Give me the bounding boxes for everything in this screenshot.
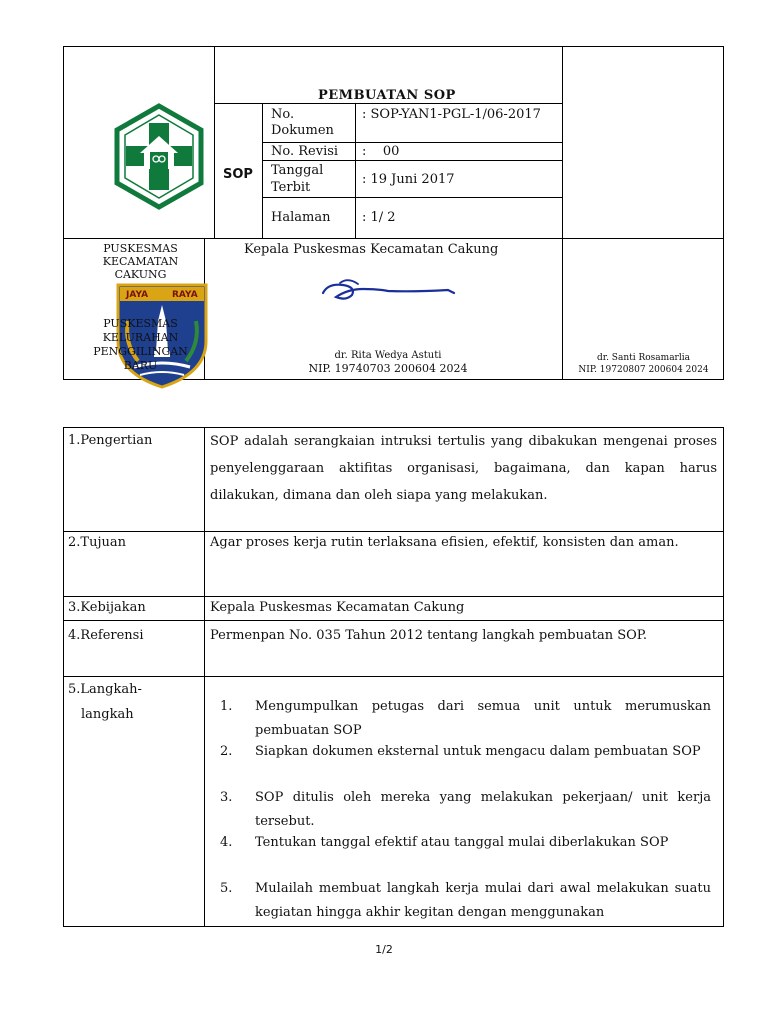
field-label-no-revisi: No. Revisi: [271, 144, 339, 159]
divider: [262, 103, 263, 239]
section-label-pengertian: 1.Pengertian: [68, 433, 153, 448]
section-label-langkah-line2: langkah: [81, 707, 134, 722]
step-number: 2.: [220, 744, 233, 759]
divider: [355, 103, 356, 239]
approver-title: Kepala Puskesmas Kecamatan Cakung: [244, 242, 499, 257]
section-label-tujuan: 2.Tujuan: [68, 535, 126, 550]
divider: [63, 238, 724, 239]
section-text-referensi: Permenpan No. 035 Tahun 2012 tentang langkah pembuatan SOP.: [210, 628, 648, 643]
step-number: 1.: [220, 699, 233, 714]
step-text: Mulailah membuat langkah kerja mulai dari awal melakukan suatu kegiatan hingga akhir kegitan dengan menggunakan: [255, 881, 711, 920]
divider: [262, 197, 562, 198]
divider: [63, 676, 724, 677]
step-number: 5.: [220, 881, 233, 896]
right-signatory-nip: NIP. 19720807 200604 2024: [578, 365, 709, 375]
document-title: PEMBUATAN SOP: [318, 88, 456, 103]
field-value-no-dokumen: : SOP-YAN1-PGL-1/06-2017: [362, 107, 541, 122]
divider: [204, 427, 205, 927]
org-name-bottom: PUSKESMAS KELURAHAN PENGGILINGAN BARU: [93, 317, 188, 372]
divider: [562, 46, 563, 380]
divider: [63, 620, 724, 621]
puskesmas-logo-icon: [112, 103, 206, 210]
field-value-no-revisi: : 00: [362, 144, 400, 159]
section-label-langkah: 5.Langkah-: [68, 682, 142, 697]
field-value-tanggal-terbit: : 19 Juni 2017: [362, 172, 455, 187]
step-text: Tentukan tanggal efektif atau tanggal mulai diberlakukan SOP: [255, 835, 669, 850]
field-label-tanggal-terbit: Tanggal Terbit: [271, 163, 324, 195]
section-text-tujuan: Agar proses kerja rutin terlaksana efisien, efektif, konsisten dan aman.: [210, 535, 679, 550]
step-text: Siapkan dokumen eksternal untuk mengacu dalam pembuatan SOP: [255, 744, 701, 759]
field-value-halaman: : 1/ 2: [362, 210, 396, 225]
section-text-pengertian: SOP adalah serangkaian intruksi tertulis yang dibakukan mengenai proses penyelenggaraan aktifitas organisasi, bagaimana, dan kapan harus dilakukan, dimana dan oleh siapa yang melakukan.: [210, 434, 717, 503]
divider: [262, 160, 562, 161]
signature-icon: [318, 275, 458, 305]
page-number: 1/2: [375, 943, 393, 956]
emblem-text-right: RAYA: [172, 290, 198, 300]
approver-nip: NIP. 19740703 200604 2024: [308, 362, 468, 375]
step-text: Mengumpulkan petugas dari semua unit untuk merumuskan pembuatan SOP: [255, 699, 711, 738]
right-signatory-name: dr. Santi Rosamarlia: [597, 353, 690, 363]
section-text-kebijakan: Kepala Puskesmas Kecamatan Cakung: [210, 600, 465, 615]
divider: [214, 46, 215, 239]
field-label-halaman: Halaman: [271, 210, 331, 225]
field-label-no-dokumen: No. Dokumen: [271, 107, 334, 138]
step-number: 3.: [220, 790, 233, 805]
step-text: SOP ditulis oleh mereka yang melakukan pekerjaan/ unit kerja tersebut.: [255, 790, 711, 829]
section-label-referensi: 4.Referensi: [68, 628, 144, 643]
org-name-top: PUSKESMAS KECAMATAN CAKUNG: [102, 242, 179, 281]
approver-name: dr. Rita Wedya Astuti: [334, 350, 442, 361]
step-number: 4.: [220, 835, 233, 850]
emblem-text-left: JAYA: [126, 290, 149, 300]
section-label-kebijakan: 3.Kebijakan: [68, 600, 146, 615]
sop-label: SOP: [223, 167, 253, 182]
